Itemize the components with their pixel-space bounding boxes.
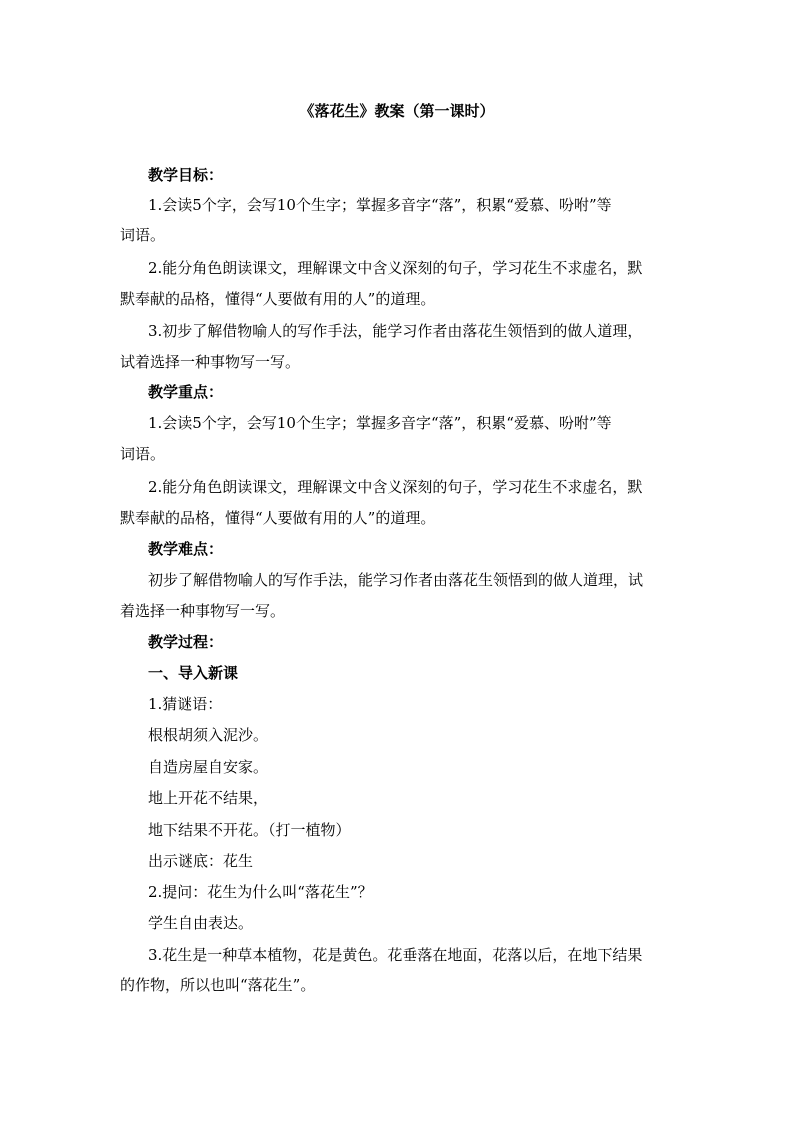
section-1-heading: 一、导入新课 — [148, 664, 239, 682]
difficulties-line-2: 着选择一种事物写一写。 — [120, 602, 286, 620]
objective-2-line-2: 默奉献的品格，懂得“人要做有用的人”的道理。 — [120, 290, 436, 308]
document-title: 《落花生》教案（第一课时） — [299, 102, 495, 120]
objective-3-line-2: 试着选择一种事物写一写。 — [120, 353, 301, 371]
key-point-1-line-2: 词语。 — [120, 445, 166, 463]
explanation-line-2: 的作物，所以也叫“落花生”。 — [120, 976, 316, 994]
key-point-2-line-2: 默奉献的品格，懂得“人要做有用的人”的道理。 — [120, 509, 436, 527]
key-points-heading: 教学重点： — [148, 383, 224, 401]
difficulties-heading: 教学难点： — [148, 540, 224, 558]
riddle-intro: 1.猜谜语： — [148, 695, 223, 713]
riddle-line-4: 地下结果不开花。（打一植物） — [148, 821, 351, 839]
objective-3-line-1: 3.初步了解借物喻人的写作手法，能学习作者由落花生领悟到的做人道理， — [148, 322, 643, 340]
explanation-line-1: 3.花生是一种草本植物，花是黄色。花垂落在地面，花落以后，在地下结果 — [148, 946, 643, 964]
question-line: 2.提问：花生为什么叫“落花生”？ — [148, 883, 373, 901]
key-point-2-line-1: 2.能分角色朗读课文，理解课文中含义深刻的句子，学习花生不求虚名，默 — [148, 478, 643, 496]
objective-2-line-1: 2.能分角色朗读课文，理解课文中含义深刻的句子，学习花生不求虚名，默 — [148, 259, 643, 277]
difficulties-line-1: 初步了解借物喻人的写作手法，能学习作者由落花生领悟到的做人道理，试 — [148, 571, 644, 589]
objective-1-line-1: 1.会读5个字，会写10个生字；掌握多音字“落”，积累“爱慕、吩咐”等 — [148, 196, 612, 214]
student-line: 学生自由表达。 — [148, 914, 254, 932]
riddle-answer: 出示谜底：花生 — [148, 852, 254, 870]
key-point-1-line-1: 1.会读5个字，会写10个生字；掌握多音字“落”，积累“爱慕、吩咐”等 — [148, 414, 612, 432]
objective-1-line-2: 词语。 — [120, 226, 166, 244]
process-heading: 教学过程： — [148, 633, 224, 651]
riddle-line-3: 地上开花不结果， — [148, 789, 269, 807]
objectives-heading: 教学目标： — [148, 166, 224, 184]
riddle-line-2: 自造房屋自安家。 — [148, 758, 269, 776]
riddle-line-1: 根根胡须入泥沙。 — [148, 726, 269, 744]
